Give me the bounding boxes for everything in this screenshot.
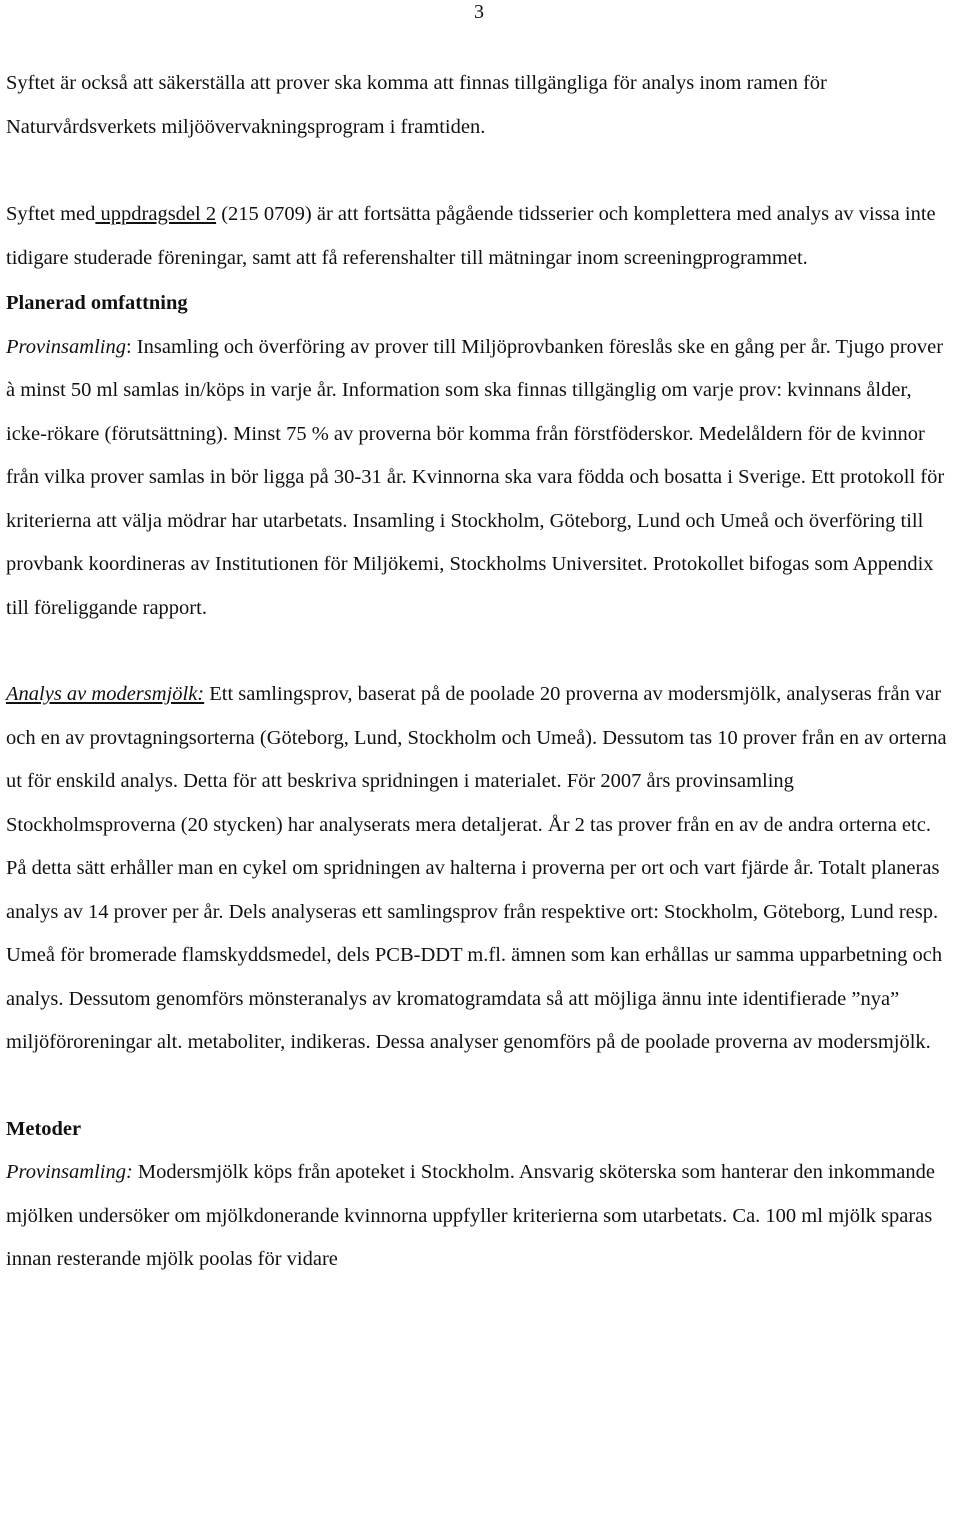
paragraph-analysis <box>6 673 956 1065</box>
heading-methods: Metoder <box>6 1117 82 1140</box>
collection-label: Provinsamling <box>6 335 126 358</box>
page-number: 3 <box>474 1 484 23</box>
methods-label: Provinsamling: <box>6 1161 133 1183</box>
collection-text: : Insamling och överföring av prover till Miljöprovbanken föreslås ske en gång per år. Tjugo prover à minst 50 ml samlas in/köps in varje år. Information som ska finnas tillgänglig om varje prov: kvinnans ålder, icke-rökare (förutsättning). Minst 75 % av proverna bör komma från förstföderskor. Medelåldern för de kvinnor från vilka prover samlas in bör ligga på 30-31 år. Kvinnorna ska vara födda och bosatta i Sverige. Ett protokoll för kriterierna att välja mödrar har utarbetats. Insamling i Stockholm, Göteborg, Lund och Umeå och överföring till provbank koordineras av Institutionen för Miljökemi, Stockholms Universitet. Protokollet bifogas som Appendix till föreliggande rapport. <box>6 335 945 619</box>
methods-text: Modersmjölk köps från apoteket i Stockholm. Ansvarig sköterska som hanterar den inkommande mjölken undersöker om mjölkdonerande kvinnorna uppfyller kriterierna som utarbetats. Ca. 100 ml mjölk sparas innan resterande mjölk poolas för vidare <box>6 1161 935 1270</box>
paragraph-collection <box>6 326 956 631</box>
assignment-part-underlined: uppdragsdel 2 <box>95 203 217 225</box>
heading-planned-scope: Planerad omfattning <box>6 292 188 314</box>
analysis-label: Analys av modersmjölk: <box>6 683 205 705</box>
paragraph-methods <box>6 1151 956 1282</box>
analysis-text: Ett samlingsprov, baserat på de poolade 20 proverna av modersmjölk, analyseras från var och en av provtagningsorterna (Göteborg, Lund, Stockholm och Umeå). Dessutom tas 10 prover från en av orterna ut för enskild analys. Detta för att beskriva spridningen i materialet. För 2007 års provinsamling Stockholmsproverna (20 stycken) har analyserats mera detaljerat. År 2 tas prover från en av de andra orterna etc. På detta sätt erhåller man en cykel om spridningen av halterna i proverna per ort och vart fjärde år. Totalt planeras analys av 14 prover per år. Dels analyseras ett samlingsprov från respektive ort: Stockholm, Göteborg, Lund resp. Umeå för bromerade flamskyddsmedel, dels PCB-DDT m.fl. ämnen som kan erhållas ur samma upparbetning och analys. Dessutom genomförs mönsteranalys av kromatogramdata så att möjliga ännu inte identifierade ”nya” miljöföroreningar alt. metaboliter, indikeras. Dessa analyser genomförs på de poolade proverna av modersmjölk. <box>6 683 947 1053</box>
paragraph-purpose <box>6 62 956 149</box>
paragraph-purpose-text: Syftet är också att säkerställa att prover ska komma att finnas tillgängliga för analys inom ramen för Naturvårdsverkets miljöövervakningsprogram i framtiden. <box>6 72 827 138</box>
paragraph-assignment-text: (215 0709) är att fortsätta pågående tidsserier och komplettera med analys av vissa inte tidigare studerade föreningar, samt att få referenshalter till mätningar inom screeningprogrammet. <box>6 203 936 269</box>
spacer <box>6 630 956 673</box>
spacer <box>6 149 956 193</box>
document-body <box>6 62 956 1282</box>
spacer <box>6 1065 956 1108</box>
paragraph-assignment <box>6 193 956 280</box>
paragraph-assignment-lead: Syftet med <box>6 203 96 225</box>
